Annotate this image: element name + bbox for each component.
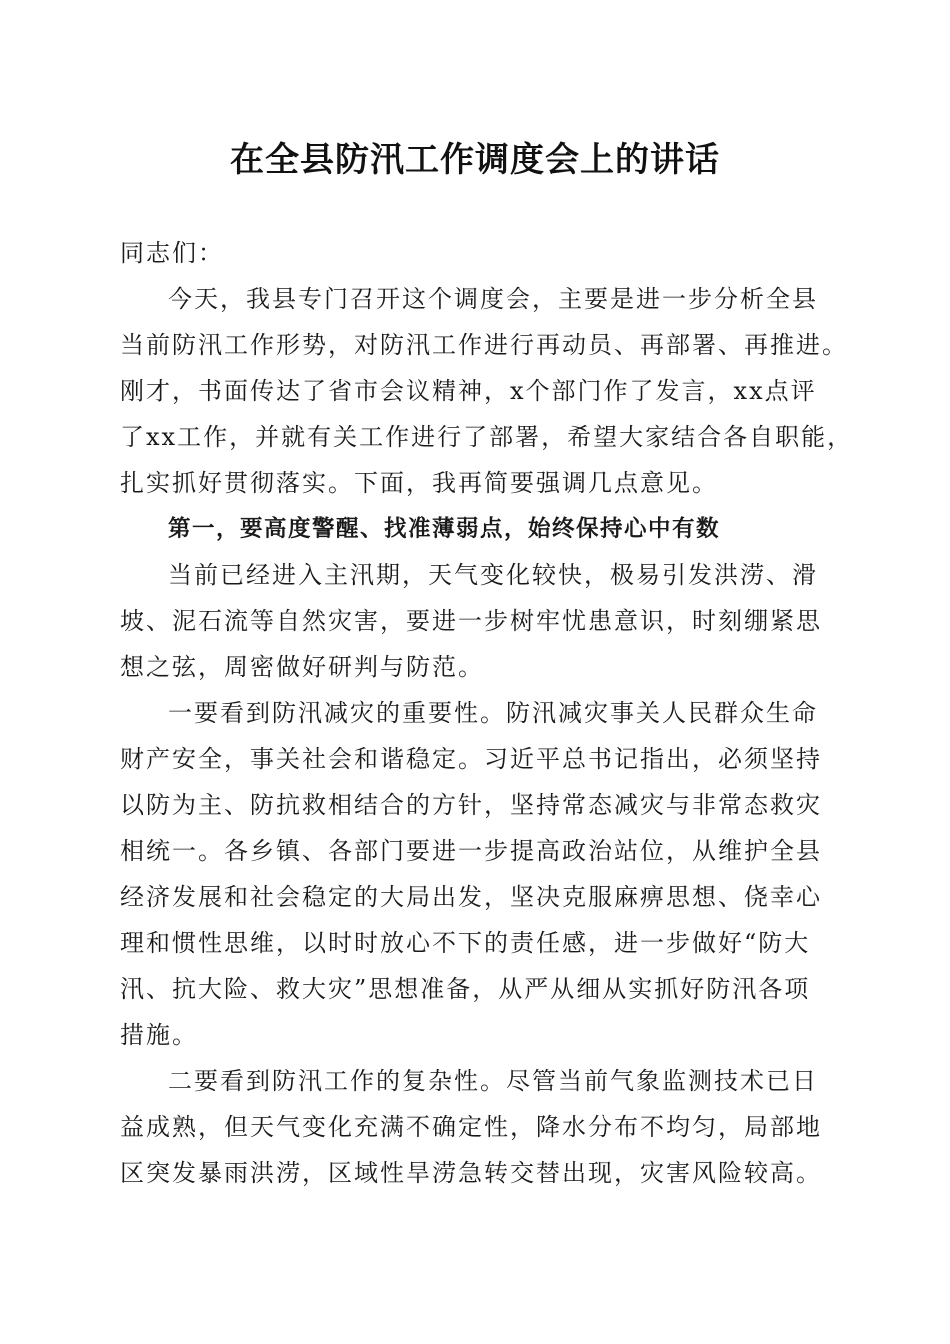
paragraph-line: 理和惯性思维，以时时放心不下的责任感，进一步做好“防大 — [120, 929, 811, 957]
paragraph-line: 益成熟，但天气变化充满不确定性，降水分布不均匀，局部地 — [120, 1113, 822, 1141]
paragraph-line: 想之弦，周密做好研判与防范。 — [120, 653, 484, 681]
paragraph-line: 当前防汛工作形势，对防汛工作进行再动员、再部署、再推进。 — [120, 331, 848, 359]
paragraph-line: 了xx工作，并就有关工作进行了部署，希望大家结合各自职能， — [120, 423, 854, 451]
paragraph-line: 当前已经进入主汛期，天气变化较快，极易引发洪涝、滑 — [168, 561, 818, 589]
paragraph-line: 财产安全，事关社会和谐稳定。习近平总书记指出，必须坚持 — [120, 745, 822, 773]
paragraph-line: 今天，我县专门召开这个调度会，主要是进一步分析全县 — [168, 285, 818, 313]
document-body — [120, 230, 854, 1196]
paragraph-line: 刚才，书面传达了省市会议精神，x个部门作了发言，xx点评 — [120, 377, 817, 405]
paragraph-line: 二要看到防汛工作的复杂性。尽管当前气象监测技术已日 — [168, 1067, 818, 1095]
paragraph-line: 经济发展和社会稳定的大局出发，坚决克服麻痹思想、侥幸心 — [120, 883, 822, 911]
paragraph-lines — [120, 276, 854, 1196]
document-title: 在全县防汛工作调度会上的讲话 — [230, 140, 720, 180]
salutation: 同志们： — [120, 239, 224, 267]
paragraph-line: 一要看到防汛减灾的重要性。防汛减灾事关人民群众生命 — [168, 699, 818, 727]
paragraph-line: 扎实抓好贯彻落实。下面，我再简要强调几点意见。 — [120, 469, 718, 497]
paragraph-line: 坡、泥石流等自然灾害，要进一步树牢忧患意识，时刻绷紧思 — [120, 607, 822, 635]
paragraph-line: 区突发暴雨洪涝，区域性旱涝急转交替出现，灾害风险较高。 — [120, 1159, 822, 1187]
paragraph-line: 以防为主、防抗救相结合的方针，坚持常态减灾与非常态救灾 — [120, 791, 822, 819]
paragraph-line: 措施。 — [120, 1021, 198, 1049]
section-heading: 第一，要高度警醒、找准薄弱点，始终保持心中有数 — [168, 516, 721, 542]
paragraph-line: 相统一。各乡镇、各部门要进一步提高政治站位，从维护全县 — [120, 837, 822, 865]
paragraph-line: 汛、抗大险、救大灾”思想准备，从严从细从实抓好防汛各项 — [120, 975, 811, 1003]
